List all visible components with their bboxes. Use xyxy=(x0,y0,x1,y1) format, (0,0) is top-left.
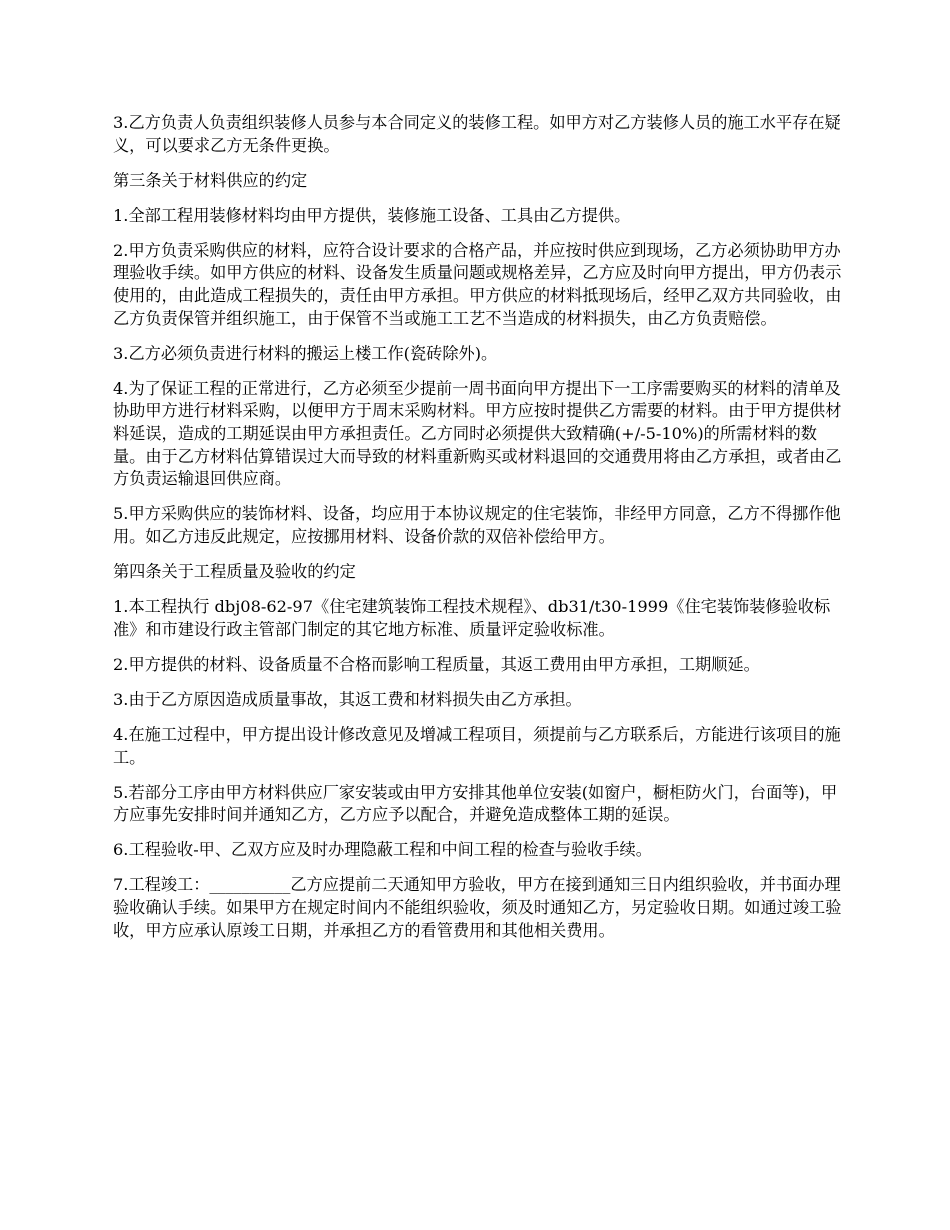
paragraph-materials-2: 2.甲方负责采购供应的材料，应符合设计要求的合格产品，并应按时供应到现场，乙方必须协助甲方办理验收手续。如甲方供应的材料、设备发生质量问题或规格差异，乙方应及时向甲方提出，甲方仍表示使用的，由此造成工程损失的，责任由甲方承担。甲方供应的材料抵现场后，经甲乙双方共同验收，由乙方负责保管并组织施工，由于保管不当或施工工艺不当造成的材料损失，由乙方负责赔偿。 xyxy=(113,240,842,328)
paragraph-quality-1: 1.本工程执行 dbj08-62-97《住宅建筑装饰工程技术规程》、db31/t30-1999《住宅装饰装修验收标准》和市建设行政主管部门制定的其它地方标准、质量评定验收标准。 xyxy=(113,597,831,639)
paragraph-materials-4: 4.为了保证工程的正常进行，乙方必须至少提前一周书面向甲方提出下一工序需要购买的材料的清单及协助甲方进行材料采购，以便甲方于周末采购材料。甲方应按时提供乙方需要的材料。由于甲方提供材料延误，造成的工期延误由甲方承担责任。乙方同时必须提供大致精确(+/-5-10%)的所需材料的数量。由于乙方材料估算错误过大而导致的材料重新购买或材料退回的交通费用将由乙方承担，或者由乙方负责运输退回供应商。 xyxy=(113,378,842,489)
paragraph-quality-5: 5.若部分工序由甲方材料供应厂家安装或由甲方安排其他单位安装(如窗户，橱柜防火门，台面等)，甲方应事先安排时间并通知乙方，乙方应予以配合，并避免造成整体工期的延误。 xyxy=(113,782,838,825)
paragraph-quality-3: 3.由于乙方原因造成质量事故，其返工费和材料损失由乙方承担。 xyxy=(113,689,582,709)
paragraph-materials-5: 5.甲方采购供应的装饰材料、设备，均应用于本协议规定的住宅装饰，非经甲方同意，乙方不得挪作他用。如乙方违反此规定，应按挪用材料、设备价款的双倍补偿给甲方。 xyxy=(113,504,841,546)
paragraph-quality-4: 4.在施工过程中，甲方提出设计修改意见及增减工程项目，须提前与乙方联系后，方能进行该项目的施工。 xyxy=(113,724,841,767)
paragraph-clause-3-staff: 3.乙方负责人负责组织装修人员参与本合同定义的装修工程。如甲方对乙方装修人员的施工水平存在疑义，可以要求乙方无条件更换。 xyxy=(113,113,841,155)
paragraph-quality-7: 7.工程竣工：__________乙方应提前二天通知甲方验收，甲方在接到通知三日内组织验收，并书面办理验收确认手续。如果甲方在规定时间内不能组织验收，须及时通知乙方，另定验收日期。如通过竣工验收，甲方应承认原竣工日期，并承担乙方的看管费用和其他相关费用。 xyxy=(113,875,842,940)
article-4-heading: 第四条关于工程质量及验收的约定 xyxy=(113,562,356,581)
paragraph-materials-1: 1.全部工程用装修材料均由甲方提供，装修施工设备、工具由乙方提供。 xyxy=(113,205,631,225)
paragraph-materials-3: 3.乙方必须负责进行材料的搬运上楼工作(瓷砖除外)。 xyxy=(113,343,498,363)
paragraph-quality-6: 6.工程验收-甲、乙双方应及时办理隐蔽工程和中间工程的检查与验收手续。 xyxy=(113,840,652,860)
document-page xyxy=(113,112,848,955)
paragraph-quality-2: 2.甲方提供的材料、设备质量不合格而影响工程质量，其返工费用由甲方承担，工期顺延。 xyxy=(113,654,760,674)
article-3-heading: 第三条关于材料供应的约定 xyxy=(113,170,308,190)
